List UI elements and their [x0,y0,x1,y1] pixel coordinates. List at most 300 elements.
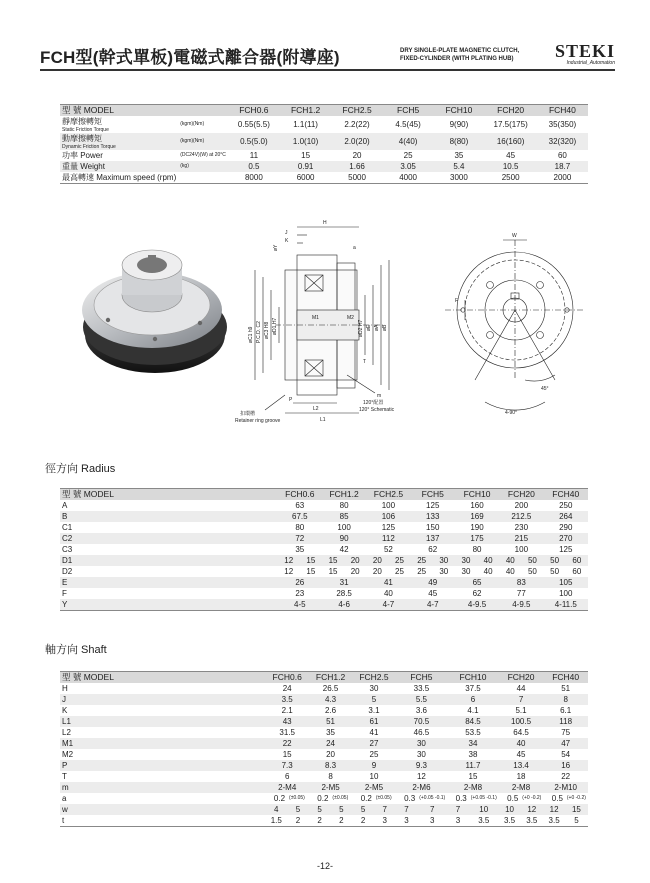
spec-cell: 1.1(11) [293,120,318,129]
dim-row [60,727,588,738]
dim-cell: 50 [544,555,566,566]
dim-row [60,683,588,694]
dim-cell: 3.5 [543,815,565,827]
dim-cell: 137 [411,533,455,544]
dim-cell: 25 [411,555,433,566]
dim-cell: 62 [472,589,482,598]
dim-row [60,749,588,760]
spec-cell: 25 [403,151,413,160]
spec-unit: (DC24V)(W) at 20°C [180,152,226,158]
dim-cell: 11.7 [447,760,499,771]
dim-cell: 0.5 [507,794,519,803]
spec-cell: 2.0(20) [331,133,382,150]
dim-cell: 26 [278,577,322,588]
model-header: FCH20 [499,672,544,684]
dim-cell: 13.4 [499,760,544,771]
dim-cell: 0.2 [360,794,372,803]
dim-cell: 5 [352,694,395,705]
dim-cell: 40 [499,555,521,566]
dim-row-label: D2 [62,567,73,576]
dim-row [60,522,588,533]
dim-cell: 7 [447,804,469,815]
spec-cell: 35 [454,151,464,160]
spec-cell: 18.7 [537,161,588,172]
spec-row-label [60,150,178,161]
dim-cell: 10 [469,804,499,815]
spec-table [60,104,588,184]
spec-row-label [60,161,178,172]
dim-cell: 53.5 [465,728,481,737]
dim-row-label: A [62,501,68,510]
page-number: -12- [316,861,333,871]
dim-cell: 3.5 [520,815,543,827]
spec-cell: 1.66 [331,161,382,172]
dim-row-label: F [62,589,67,598]
spec-cell: 5000 [331,172,382,184]
spec-row-label [60,172,178,184]
spec-cell: 2000 [537,172,588,184]
svg-text:扣環槽: 扣環槽 [240,411,256,417]
dim-cell: 45 [428,589,438,598]
dim-cell: 4-9.5 [455,599,499,611]
dim-row [60,782,588,793]
model-header: FCH10 [455,489,499,501]
front-view-drawing [445,230,585,420]
logo-mark: STEKI [554,41,615,61]
dim-cell: 7 [374,804,396,815]
subtitle-line-1: DRY SINGLE-PLATE MAGNETIC CLUTCH, [400,48,520,54]
dim-cell: 3.6 [415,706,427,715]
svg-text:Retainer ring groove: Retainer ring groove [235,418,281,424]
dim-cell: 15 [565,804,588,815]
dim-cell: 41 [366,577,410,588]
model-header: FCH0.6 [228,105,280,117]
dim-cell: 31 [322,577,366,588]
dim-cell: 5.1 [515,706,527,715]
dim-row-label: K [62,706,68,715]
dim-cell: 33.5 [413,684,430,693]
spec-cell: 8000 [228,172,280,184]
spec-cell: 45 [506,151,516,160]
dim-cell: 250 [559,501,573,510]
spec-cell: 8(80) [433,133,484,150]
dim-cell: 30 [369,684,379,693]
spec-row [60,172,588,184]
dim-cell: 5.5 [396,694,448,705]
dim-row-label: t [60,815,265,827]
dim-cell: 2 [309,815,331,827]
dim-cell: 49 [411,577,455,588]
dim-cell: 100 [559,589,573,598]
dim-cell: 72 [278,533,322,544]
subtitle-line-2: FIXED-CYLINDER (WITH PLATING HUB) [400,56,514,62]
dim-cell: 30 [433,555,455,566]
dim-row [60,588,588,599]
svg-text:120°配置: 120°配置 [363,400,384,406]
radius-table [60,488,588,611]
dim-row [60,716,588,727]
dim-cell: 2-M5 [352,782,395,793]
dim-cell: 65 [455,577,499,588]
model-header: FCH2.5 [352,672,395,684]
dim-cell: 2-M6 [396,782,448,793]
dim-cell: 22 [265,738,308,749]
dim-cell: 80 [295,523,305,532]
dim-cell: 40 [383,589,393,598]
dim-cell: 46.5 [413,728,430,737]
dim-row [60,544,588,555]
dim-cell: 133 [411,511,455,522]
svg-text:P.C.D. C2: P.C.D. C2 [256,321,262,343]
spec-label-en: Dynamic Friction Torque [62,144,116,150]
spec-row [60,116,588,133]
dim-cell: 45 [516,750,526,759]
dim-cell: 35 [326,728,336,737]
dim-cell: 43 [265,716,308,727]
dim-cell: 4 [265,804,287,815]
svg-text:F: F [455,298,459,304]
svg-text:J: J [285,230,288,236]
dim-cell: 2.1 [281,706,293,715]
dim-cell: 75 [561,728,571,737]
model-header: FCH1.2 [280,105,331,117]
svg-text:K: K [285,238,289,244]
svg-text:T: T [363,359,367,365]
spec-cell: 5.4 [433,161,484,172]
spec-unit: (kgm)(Nm) [178,133,228,150]
dim-cell: 270 [544,533,588,544]
dim-cell: 60 [566,555,588,566]
dim-cell: 9 [352,760,395,771]
svg-text:øY: øY [273,244,279,251]
dim-cell: 3 [447,815,469,827]
shaft-table [60,671,588,827]
model-header: FCH40 [543,672,588,684]
dim-cell: 40 [477,555,499,566]
spec-unit: (kg) [178,161,228,172]
dim-cell: 50 [527,567,537,576]
dim-cell: 112 [366,533,410,544]
dim-row-label: Y [60,599,278,611]
dim-cell: 12 [416,772,426,781]
dim-cell: 100 [337,523,351,532]
dim-cell: 64.5 [513,728,529,737]
dim-tolerance: (+0.05 -0.1) [470,795,497,801]
dim-cell: 4.1 [467,706,479,715]
dim-cell: 118 [543,716,588,727]
svg-text:øE: øE [366,324,372,331]
dim-row-label: w [60,804,265,815]
dim-cell: 5 [287,804,309,815]
dim-cell: 42 [339,545,349,554]
model-label: 型 號 MODEL [60,105,228,117]
dim-cell: 6 [447,694,499,705]
dim-cell: 2-M10 [543,782,588,793]
dim-cell: 50 [550,567,560,576]
dim-cell: 150 [426,523,440,532]
dim-cell: 4-5 [278,599,322,611]
spec-cell: 0.5(5.0) [228,133,280,150]
page-title: FCH型(幹式單板)電磁式離合器(附導座) [40,48,340,67]
dim-row-label: C2 [60,533,278,544]
dim-cell: 1.5 [265,815,287,827]
dim-cell: 3 [417,815,447,827]
dim-cell: 34 [447,738,499,749]
spec-cell: 16(160) [484,133,536,150]
dim-cell: 26.5 [322,684,339,693]
dim-cell: 90 [322,533,366,544]
dim-cell: 31.5 [279,728,295,737]
dim-cell: 8 [328,772,333,781]
dim-cell: 83 [499,577,543,588]
spec-row [60,133,588,150]
dim-row-label: E [60,577,278,588]
svg-text:W: W [512,233,517,239]
dim-cell: 2-M4 [265,782,308,793]
dim-cell: 24 [309,738,352,749]
dim-cell: 30 [455,555,477,566]
dim-cell: 100.5 [499,716,544,727]
dim-cell: 4-9.5 [499,599,543,611]
dim-cell: 20 [344,555,366,566]
dim-cell: 85 [322,511,366,522]
dim-row-label: a [62,794,67,803]
dim-row-label: H [62,684,68,693]
dim-header-row [60,489,588,501]
dim-cell: 15 [300,555,322,566]
dim-cell: 61 [352,716,395,727]
dim-row [60,815,588,827]
model-header: FCH1.2 [322,489,366,501]
svg-text:øC3 H8: øC3 H8 [264,321,270,339]
dim-cell: 2 [330,815,352,827]
spec-cell: 1.0(10) [280,133,331,150]
spec-label-zh: 最高轉速 Maximum speed (rpm) [62,173,177,182]
dim-cell: 40 [499,738,544,749]
dim-row [60,599,588,611]
dim-cell: 77 [516,589,526,598]
svg-text:M1: M1 [312,315,319,321]
dim-cell: 23 [295,589,305,598]
dim-cell: 20 [326,750,336,759]
dim-cell: 7 [396,804,418,815]
dim-cell: 212.5 [499,511,543,522]
dim-row [60,760,588,771]
spec-cell: 9(90) [449,120,469,129]
dim-cell: 169 [455,511,499,522]
spec-cell: 3.05 [383,161,434,172]
spec-row-label [60,133,178,150]
svg-text:m: m [377,393,382,399]
model-header: FCH10 [433,105,484,117]
model-header: FCH40 [537,105,588,117]
shaft-section-title: 軸方向 Shaft [45,644,107,656]
dim-cell: 28.5 [336,589,352,598]
model-header: FCH2.5 [331,105,382,117]
dim-cell: 25 [395,567,404,576]
dim-cell: 3 [396,815,418,827]
dim-cell: 10 [369,772,379,781]
dim-cell: 100 [514,545,529,554]
dim-row [60,804,588,815]
model-header: FCH20 [499,489,543,501]
dim-cell: 2-M8 [447,782,499,793]
dim-cell: 51 [561,684,571,693]
model-header: FCH5 [383,105,434,117]
dim-row [60,793,588,804]
header-rule [40,69,615,71]
dim-row-label: D1 [60,555,278,566]
svg-text:øD1 H7: øD1 H7 [272,317,278,335]
dim-cell: 25 [369,750,379,759]
dim-cell: 190 [470,523,484,532]
dim-tolerance: (+0.05 -0.1) [419,795,446,801]
dim-cell: 4-11.5 [544,599,588,611]
dim-cell: 200 [514,501,529,510]
dim-cell: 38 [468,750,478,759]
dim-cell: 4-6 [322,599,366,611]
model-header: FCH0.6 [278,489,322,501]
dim-row [60,705,588,716]
spec-unit [178,172,228,184]
dim-cell: 0.3 [455,794,467,803]
dim-row [60,694,588,705]
dim-cell: 12 [278,555,300,566]
dim-cell: 125 [426,501,440,510]
dim-cell: 27 [352,738,395,749]
model-header: FCH2.5 [366,489,410,501]
dim-row [60,511,588,522]
model-label: 型 號 MODEL [60,489,278,501]
dim-row [60,566,588,577]
dim-row [60,500,588,511]
spec-cell: 60 [557,151,567,160]
dim-cell: 16 [543,760,588,771]
dim-cell: 70.5 [396,716,448,727]
dim-cell: 4.3 [309,694,352,705]
dim-cell: 15 [322,555,344,566]
svg-text:øC1 h9: øC1 h9 [248,326,254,343]
model-header: FCH20 [484,105,536,117]
dim-cell: 0.5 [551,794,563,803]
dim-row-label: M1 [60,738,265,749]
svg-text:øB: øB [382,324,388,331]
svg-text:120° Schematic: 120° Schematic [359,407,395,413]
dim-cell: 25 [388,555,410,566]
dim-cell: 3 [374,815,396,827]
dim-cell: 5 [309,804,331,815]
dim-cell: 37.5 [465,684,481,693]
svg-text:H: H [323,220,327,226]
spec-label-zh: 功率 Power [62,151,103,160]
spec-cell: 4.5(45) [395,120,421,129]
dim-cell: 175 [455,533,499,544]
dim-cell: 0.2 [317,794,329,803]
dim-cell: 264 [544,511,588,522]
dim-cell: 5 [565,815,588,827]
spec-row-label [60,116,178,133]
dim-cell: 20 [350,567,360,576]
dim-cell: 10 [499,804,521,815]
dim-cell: 63 [295,501,305,510]
dim-cell: 47 [543,738,588,749]
spec-cell: 17.5(175) [493,120,528,129]
dim-row-label: C3 [62,545,73,554]
dim-cell: 9.3 [396,760,448,771]
dim-cell: 0.2 [273,794,286,803]
dim-row-label: m [60,782,265,793]
product-photo [60,235,235,385]
spec-cell: 2.2(22) [344,120,370,129]
dim-cell: 8 [543,694,588,705]
dim-cell: 80 [339,501,349,510]
dim-cell: 52 [383,545,393,554]
dim-cell: 84.5 [447,716,499,727]
dim-cell: 15 [306,567,316,576]
dim-cell: 51 [309,716,352,727]
dim-cell: 290 [559,523,573,532]
dim-cell: 6 [284,772,290,781]
spec-cell: 0.55(5.5) [237,120,270,129]
dim-cell: 15 [328,567,338,576]
dim-cell: 2-M8 [499,782,544,793]
svg-text:øD2 H7: øD2 H7 [358,319,364,337]
dim-cell: 3.5 [499,815,521,827]
brand-logo [555,41,615,66]
dim-cell: 30 [439,567,449,576]
dim-cell: 12 [520,804,543,815]
dim-row-label: J [60,694,265,705]
dim-cell: 15 [282,750,292,759]
dim-cell: 106 [366,511,410,522]
model-header: FCH5 [396,672,448,684]
svg-text:øA: øA [374,324,380,331]
dim-cell: 7.3 [265,760,308,771]
dim-tolerance: (±0.05) [375,795,392,801]
dim-cell: 50 [521,555,543,566]
dim-row [60,533,588,544]
dim-cell: 20 [372,567,382,576]
dim-row-label: P [60,760,265,771]
dim-cell: 5 [330,804,352,815]
spec-row [60,161,588,172]
spec-cell: 0.91 [280,161,331,172]
dim-cell: 3.5 [265,694,308,705]
dim-tolerance: (±0.05) [289,795,305,801]
dim-row-label: L1 [60,716,265,727]
model-header: FCH40 [544,489,588,501]
dim-cell: 125 [559,545,573,554]
spec-unit: (kgm)(Nm) [180,121,205,127]
radius-section-title: 徑方向 Radius [45,463,116,475]
dim-cell: 4-7 [411,599,455,611]
dim-cell: 0.3 [404,794,416,803]
spec-cell: 35(350) [548,120,577,129]
spec-label-en: Static Friction Torque [62,127,109,133]
dim-cell: 12 [284,567,294,576]
spec-cell: 32(320) [537,133,588,150]
spec-cell: 2500 [484,172,536,184]
dim-row [60,577,588,588]
model-header: FCH1.2 [309,672,352,684]
dim-cell: 8.3 [309,760,352,771]
dim-cell: 2.6 [325,706,337,715]
dim-cell: 100 [381,501,396,510]
svg-text:M2: M2 [347,315,354,321]
dim-cell: 40 [505,567,515,576]
svg-text:P: P [289,397,293,403]
dim-cell: 67.5 [278,511,322,522]
